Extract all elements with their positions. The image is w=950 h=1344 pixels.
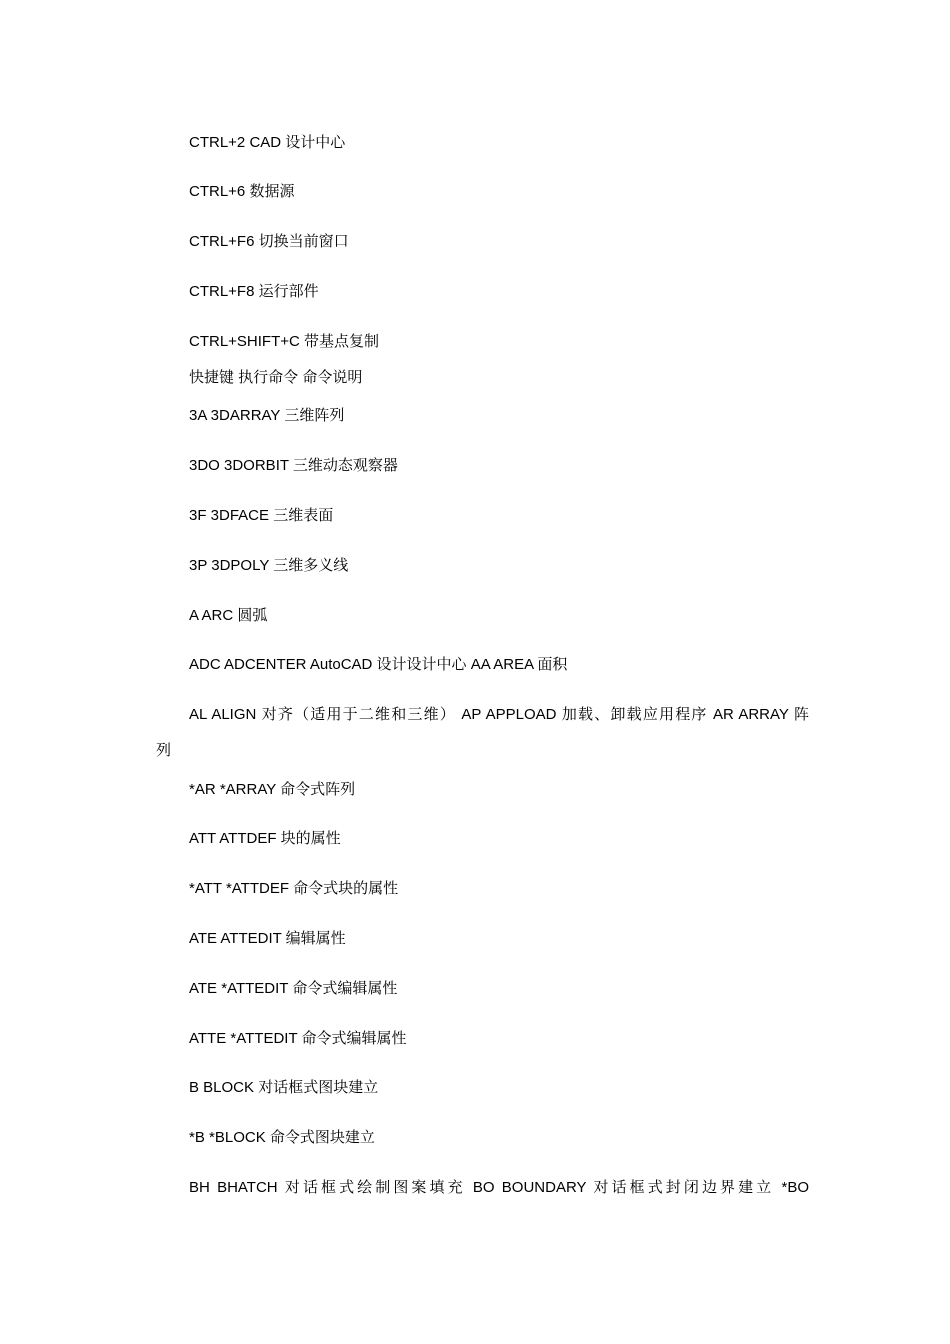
text-line: AL ALIGN 对齐（适用于二维和三维） AP APPLOAD 加载、卸载应用程序 AR ARRAY 阵 — [189, 706, 809, 723]
text-line: CTRL+SHIFT+C 带基点复制 — [189, 333, 380, 350]
text-line: CTRL+F6 切换当前窗口 — [189, 233, 349, 250]
text-line: BH BHATCH 对话框式绘制图案填充 BO BOUNDARY 对话框式封闭边界建立 *BO — [189, 1179, 809, 1196]
text-line: ATE *ATTEDIT 命令式编辑属性 — [189, 980, 398, 997]
text-line: *ATT *ATTDEF 命令式块的属性 — [189, 880, 399, 897]
text-line: 3F 3DFACE 三维表面 — [189, 507, 334, 524]
text-line: *B *BLOCK 命令式图块建立 — [189, 1129, 375, 1146]
text-line: B BLOCK 对话框式图块建立 — [189, 1079, 379, 1096]
text-line: 3DO 3DORBIT 三维动态观察器 — [189, 457, 398, 474]
text-line: ADC ADCENTER AutoCAD 设计设计中心 AA AREA 面积 — [189, 656, 568, 673]
text-line: ATTE *ATTEDIT 命令式编辑属性 — [189, 1030, 407, 1047]
text-line: ATT ATTDEF 块的属性 — [189, 830, 341, 847]
text-line-wrap: 列 — [156, 742, 172, 759]
text-line: CTRL+F8 运行部件 — [189, 283, 319, 300]
text-line: CTRL+2 CAD 设计中心 — [189, 134, 346, 151]
text-line: A ARC 圆弧 — [189, 607, 268, 624]
text-line: 3A 3DARRAY 三维阵列 — [189, 407, 345, 424]
text-line: 3P 3DPOLY 三维多义线 — [189, 557, 349, 574]
text-line: ATE ATTEDIT 编辑属性 — [189, 930, 346, 947]
text-line: *AR *ARRAY 命令式阵列 — [189, 781, 356, 798]
text-line: CTRL+6 数据源 — [189, 183, 295, 200]
text-line: 快捷键 执行命令 命令说明 — [189, 369, 363, 386]
